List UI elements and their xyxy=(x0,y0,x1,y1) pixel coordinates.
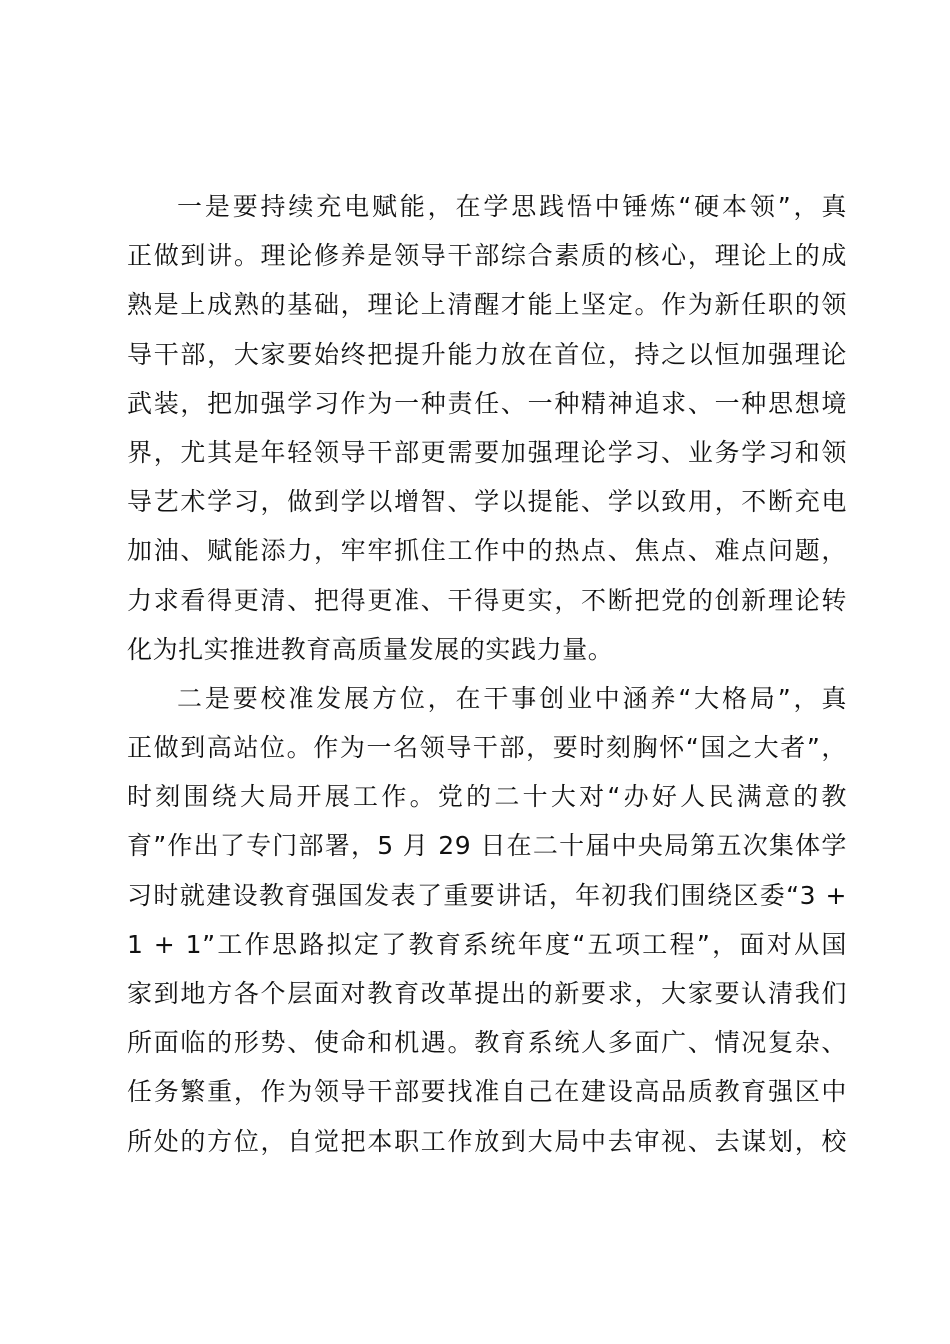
paragraph-line: 任务繁重，作为领导干部要找准自己在建设高品质教育强区中 xyxy=(127,1077,847,1107)
paragraph-line: 加油、赋能添力，牢牢抓住工作中的热点、焦点、难点问题， xyxy=(127,536,847,566)
document-body xyxy=(127,182,847,1166)
paragraph-line: 时刻围绕大局开展工作。党的二十大对“办好人民满意的教 xyxy=(127,782,847,812)
paragraph-line: 化为扎实推进教育高质量发展的实践力量。 xyxy=(127,634,614,664)
paragraph-line: 所面临的形势、使命和机遇。教育系统人多面广、情况复杂、 xyxy=(127,1028,847,1058)
paragraph-line: 正做到高站位。作为一名领导干部，要时刻胸怀“国之大者”， xyxy=(127,733,847,763)
paragraph-line: 育”作出了专门部署，5 月 29 日在二十届中央局第五次集体学 xyxy=(127,831,847,861)
paragraph-line: 导干部，大家要始终把提升能力放在首位，持之以恒加强理论 xyxy=(127,339,847,369)
paragraph-line: 力求看得更清、把得更准、干得更实，不断把党的创新理论转 xyxy=(127,585,847,615)
paragraph-line: 二是要校准发展方位，在干事创业中涵养“大格局”，真 xyxy=(177,683,847,713)
paragraph-line: 导艺术学习，做到学以增智、学以提能、学以致用，不断充电 xyxy=(127,487,847,517)
paragraph-line: 熟是上成熟的基础，理论上清醒才能上坚定。作为新任职的领 xyxy=(127,290,847,320)
paragraph-line: 所处的方位，自觉把本职工作放到大局中去审视、去谋划，校 xyxy=(127,1126,847,1156)
paragraph-line: 武装，把加强学习作为一种责任、一种精神追求、一种思想境 xyxy=(127,388,847,418)
paragraph-2 xyxy=(127,674,847,1166)
paragraph-line: 界，尤其是年轻领导干部更需要加强理论学习、业务学习和领 xyxy=(127,437,847,467)
paragraph-line: 一是要持续充电赋能，在学思践悟中锤炼“硬本领”，真 xyxy=(177,192,847,221)
paragraph-line: 家到地方各个层面对教育改革提出的新要求，大家要认清我们 xyxy=(127,979,847,1008)
paragraph-line: 正做到讲。理论修养是领导干部综合素质的核心，理论上的成 xyxy=(127,241,847,271)
paragraph-line: 习时就建设教育强国发表了重要讲话，年初我们围绕区委“3 + xyxy=(127,880,847,910)
paragraph-line: 1 + 1”工作思路拟定了教育系统年度“五项工程”，面对从国 xyxy=(127,929,847,959)
paragraph-1 xyxy=(127,182,847,674)
